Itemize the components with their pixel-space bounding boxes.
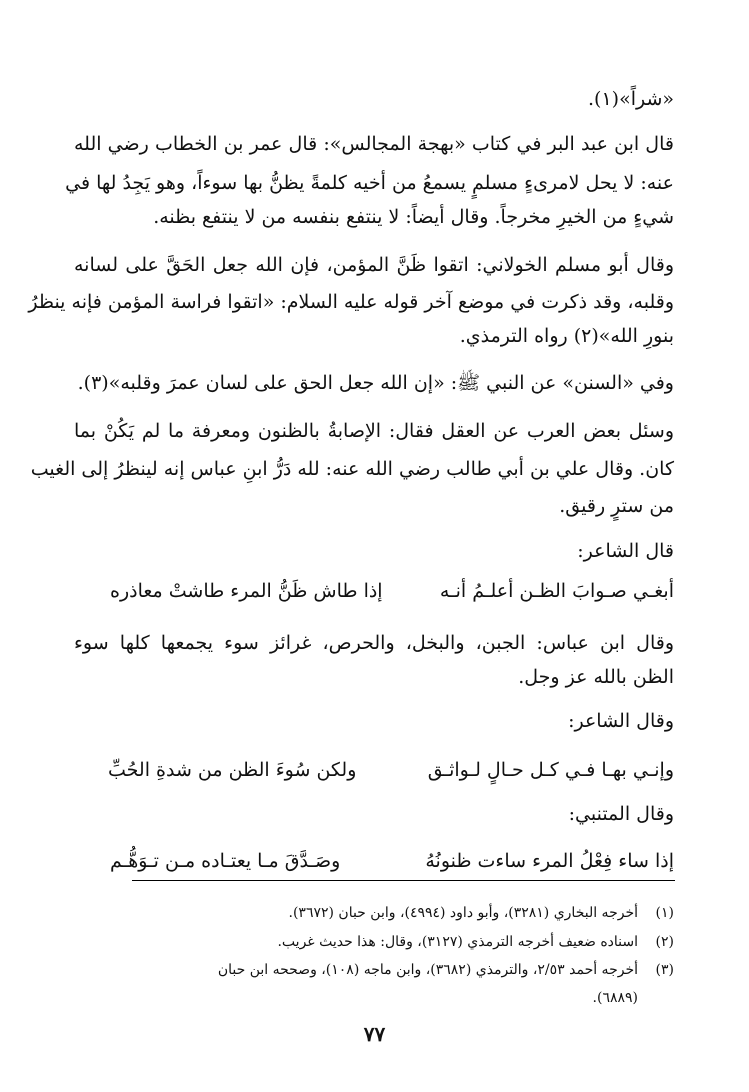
text-line: شيءٍ من الخيرِ مخرجاً. وقال أيضاً: لا ينتفع بنفسه من لا ينتفع بظنه. [153, 206, 674, 228]
text-line: كان. وقال علي بن أبي طالب رضي الله عنه: لله دَرُّ ابنِ عباس إنه لينظرُ إلى الغيب [30, 458, 674, 480]
footnote-number: (٢) [655, 934, 674, 950]
footnote-separator [132, 880, 675, 881]
text-line: وقال أبو مسلم الخولاني: اتقوا ظَنَّ المؤمن، فإن الله جعل الحَقَّ على لسانه [74, 254, 674, 276]
footnote-number: (١) [655, 905, 674, 921]
text-line: وقال الشاعر: [568, 710, 674, 732]
verse-second-hemistich: وصَـدَّقَ مـا يعتـاده مـن تـوَهُّـم [110, 850, 341, 872]
verse-first-hemistich: أبغـي صـوابَ الظـن أعلـمُ أنـه [439, 580, 674, 602]
verse-first-hemistich: وإنـي بهـا فـي كـل حـالٍ لـواثـق [427, 759, 674, 781]
text-line: قال الشاعر: [577, 540, 674, 562]
text-line: من سترٍ رقيق. [559, 495, 674, 517]
text-line: وقلبه، وقد ذكرت في موضع آخر قوله عليه السلام: «اتقوا فراسة المؤمن فإنه ينظرُ [28, 291, 674, 313]
text-line: وقال المتنبي: [568, 803, 674, 825]
text-line: الظن بالله عز وجل. [518, 666, 674, 688]
footnote-text: اسناده ضعيف أخرجه الترمذي (٣١٢٧)، وقال: هذا حديث غريب. [277, 934, 638, 950]
text-line: وقال ابن عباس: الجبن، والبخل، والحرص، غرائز سوء يجمعها كلها سوء [74, 632, 674, 654]
footnote-text: (٦٨٨٩). [592, 990, 638, 1006]
verse-second-hemistich: إذا طاش ظَنُّ المرء طاشتْ معاذره [110, 580, 383, 602]
footnote-text: أخرجه البخاري (٣٢٨١)، وأبو داود (٤٩٩٤)، وابن حبان (٣٦٧٢). [288, 905, 638, 921]
text-line: «شراً»(١). [587, 88, 674, 110]
text-line: وفي «السنن» عن النبي ﷺ: «إن الله جعل الحق على لسان عمرَ وقلبه»(٣). [77, 372, 674, 394]
verse-first-hemistich: إذا ساء فِعْلُ المرء ساءت ظنونُهُ [425, 850, 674, 872]
text-line: عنه: لا يحل لامرىءٍ مسلمٍ يسمعُ من أخيه كلمةً يظنُّ بها سوءاً، وهو يَجِدُ لها في [65, 172, 674, 194]
text-line: وسئل بعض العرب عن العقل فقال: الإصابةُ بالظنون ومعرفة ما لم يَكُنْ بما [74, 420, 674, 442]
page-number: ٧٧ [363, 1022, 386, 1046]
verse-second-hemistich: ولكن سُوءَ الظن من شدةِ الحُبِّ [108, 759, 357, 781]
text-line: قال ابن عبد البر في كتاب «بهجة المجالس»: قال عمر بن الخطاب رضي الله [74, 133, 674, 155]
footnote-number: (٣) [655, 962, 674, 978]
footnote-text: أخرجه أحمد ٢/٥٣، والترمذي (٣٦٨٢)، وابن ماجه (١٠٨)، وصححه ابن حبان [217, 962, 638, 978]
text-line: بنورِ الله»(٢) رواه الترمذي. [459, 325, 674, 347]
